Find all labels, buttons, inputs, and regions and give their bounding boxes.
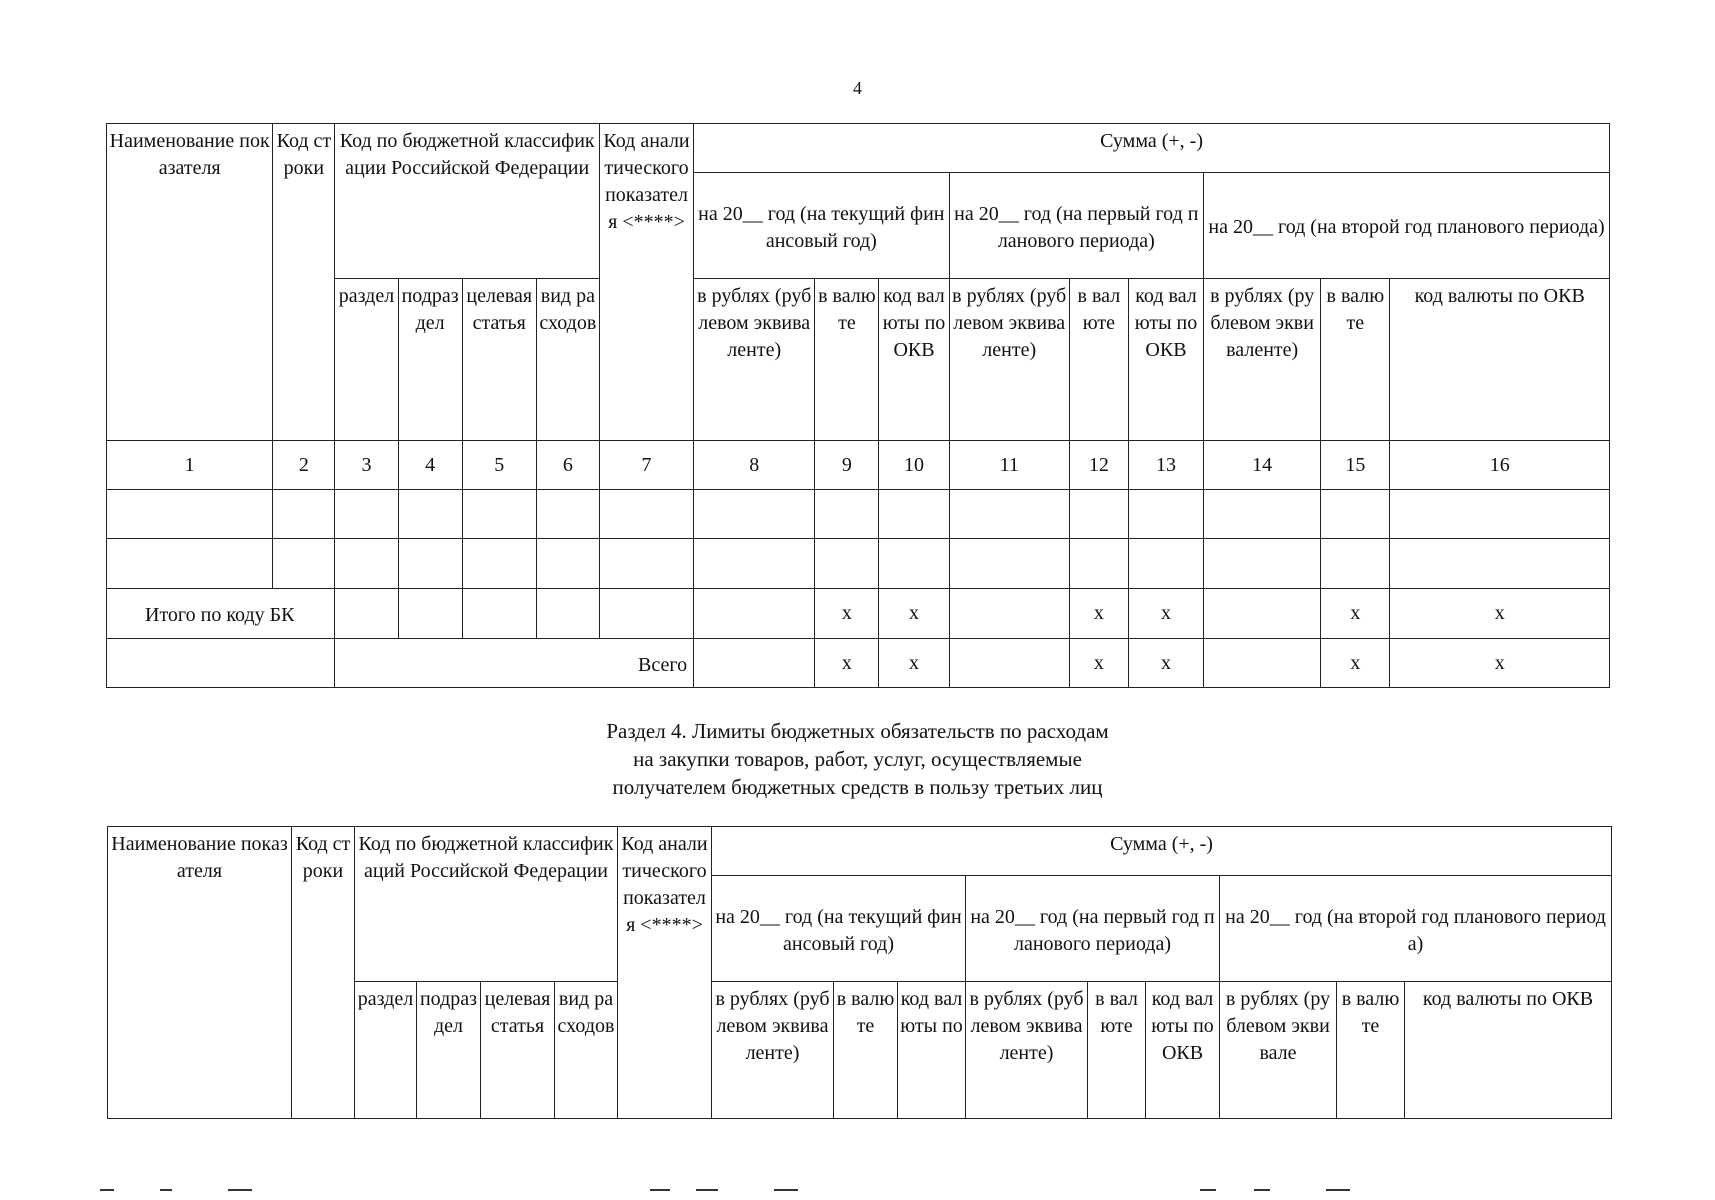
data-cell[interactable] [949, 539, 1069, 589]
header-currency-current: в валюте [834, 982, 898, 1119]
header-sum: Сумма (+, -) [712, 827, 1612, 876]
header-year-second: на 20__ год (на второй год планового периода) [1220, 876, 1612, 982]
data-cell[interactable] [107, 490, 273, 539]
data-cell[interactable] [599, 539, 693, 589]
cross-mark: x [879, 589, 949, 639]
header-bk-code: Код по бюджетной классификаций Российской Федерации [355, 827, 618, 982]
data-cell[interactable] [536, 589, 599, 639]
scan-artifact [228, 1189, 252, 1191]
data-cell[interactable] [335, 539, 398, 589]
header-currency-second: в валюте [1337, 982, 1405, 1119]
section4-title-line: на закупки товаров, работ, услуг, осуществляемые [633, 747, 1082, 771]
column-number: 14 [1204, 441, 1321, 490]
scan-artifact [160, 1189, 172, 1191]
scan-artifact [1326, 1189, 1350, 1191]
data-cell[interactable] [536, 539, 599, 589]
header-currency-code-current: код валюты по ОКВ [879, 279, 949, 441]
table-row [107, 539, 1610, 589]
cross-mark: x [815, 639, 879, 688]
data-cell[interactable] [1321, 539, 1390, 589]
grand-total-label: Всего [335, 639, 694, 688]
cross-mark: x [1069, 589, 1128, 639]
column-number: 15 [1321, 441, 1390, 490]
header-analytic-code: Код аналитического показателя <****> [618, 827, 712, 1119]
header-currency-first: в валюте [1088, 982, 1146, 1119]
column-number: 16 [1390, 441, 1610, 490]
data-cell[interactable] [879, 539, 949, 589]
cross-mark: x [1069, 639, 1128, 688]
data-cell[interactable] [398, 539, 462, 589]
header-razdel: раздел [355, 982, 417, 1119]
header-year-current: на 20__ год (на текущий финансовый год) [712, 876, 966, 982]
data-cell[interactable] [1321, 490, 1390, 539]
cross-mark: x [1321, 639, 1390, 688]
header-expense-type: вид расходов [555, 982, 618, 1119]
data-cell[interactable] [879, 490, 949, 539]
scan-artifact [1254, 1189, 1270, 1191]
header-name: Наименование показателя [107, 124, 273, 441]
data-cell[interactable] [462, 490, 536, 539]
data-cell[interactable] [1390, 490, 1610, 539]
column-number-row [107, 441, 1610, 490]
cross-mark: x [1390, 639, 1610, 688]
scan-artifact [650, 1189, 670, 1191]
grand-total-row [107, 639, 1610, 688]
data-cell[interactable] [1390, 539, 1610, 589]
header-line-code: Код строки [273, 124, 335, 441]
header-expense-type: вид расходов [536, 279, 599, 441]
section4-title-line: получателем бюджетных средств в пользу третьих лиц [612, 775, 1103, 799]
cross-mark: x [1321, 589, 1390, 639]
header-razdel: раздел [335, 279, 398, 441]
column-number: 3 [335, 441, 398, 490]
table-row [107, 490, 1610, 539]
column-number: 8 [694, 441, 815, 490]
data-cell[interactable] [1069, 490, 1128, 539]
data-cell[interactable] [107, 539, 273, 589]
header-currency-current: в валюте [815, 279, 879, 441]
data-cell[interactable] [335, 490, 398, 539]
data-cell[interactable] [1128, 539, 1203, 589]
total-by-bk-label: Итого по коду БК [107, 589, 335, 639]
header-rub-current: в рублях (рублевом эквиваленте) [712, 982, 834, 1119]
column-number: 10 [879, 441, 949, 490]
header-year-first: на 20__ год (на первый год планового периода) [949, 173, 1203, 279]
data-cell[interactable] [1069, 539, 1128, 589]
section4-table [107, 826, 1612, 1119]
data-cell[interactable] [335, 589, 398, 639]
column-number: 6 [536, 441, 599, 490]
data-cell[interactable] [1204, 639, 1321, 688]
header-year-current: на 20__ год (на текущий финансовый год) [694, 173, 949, 279]
cross-mark: x [879, 639, 949, 688]
section4-title-line: Раздел 4. Лимиты бюджетных обязательств по расходам [606, 719, 1109, 743]
data-cell[interactable] [107, 639, 335, 688]
total-by-bk-row [107, 589, 1610, 639]
header-currency-code-first: код валюты по ОКВ [1146, 982, 1220, 1119]
data-cell[interactable] [536, 490, 599, 539]
cross-mark: x [1128, 589, 1203, 639]
data-cell[interactable] [949, 639, 1069, 688]
data-cell[interactable] [1204, 539, 1321, 589]
header-line-code: Код строки [292, 827, 355, 1119]
data-cell[interactable] [694, 539, 815, 589]
header-analytic-code: Код аналитического показателя <****> [599, 124, 693, 441]
column-number: 5 [462, 441, 536, 490]
data-cell[interactable] [398, 490, 462, 539]
data-cell[interactable] [694, 589, 815, 639]
scan-artifact [100, 1189, 114, 1191]
header-sum: Сумма (+, -) [694, 124, 1610, 173]
data-cell[interactable] [1204, 490, 1321, 539]
data-cell[interactable] [815, 490, 879, 539]
column-number: 13 [1128, 441, 1203, 490]
data-cell[interactable] [694, 490, 815, 539]
header-currency-first: в валюте [1069, 279, 1128, 441]
header-currency-code-second: код валюты по ОКВ [1405, 982, 1612, 1119]
column-number: 2 [273, 441, 335, 490]
column-number: 11 [949, 441, 1069, 490]
column-number: 1 [107, 441, 273, 490]
header-rub-current: в рублях (рублевом эквиваленте) [694, 279, 815, 441]
page-number: 4 [853, 78, 862, 98]
cross-mark: x [1128, 639, 1203, 688]
data-cell[interactable] [1204, 589, 1321, 639]
header-rub-second: в рублях (рублевом эквивале [1220, 982, 1337, 1119]
data-cell[interactable] [599, 490, 693, 539]
header-name: Наименование показателя [108, 827, 292, 1119]
scan-artifact [696, 1189, 718, 1191]
header-target-article: целевая статья [481, 982, 555, 1119]
scan-artifact [1200, 1189, 1216, 1191]
header-currency-code-first: код валюты по ОКВ [1128, 279, 1203, 441]
header-rub-first: в рублях (рублевом эквиваленте) [966, 982, 1088, 1119]
header-podrazdel: подраздел [398, 279, 462, 441]
header-currency-second: в валюте [1321, 279, 1390, 441]
data-cell[interactable] [949, 589, 1069, 639]
section4-title [0, 717, 1715, 801]
header-rub-first: в рублях (рублевом эквиваленте) [949, 279, 1069, 441]
header-bk-code: Код по бюджетной классификации Российской Федерации [335, 124, 599, 279]
data-cell[interactable] [694, 639, 815, 688]
cross-mark: x [1390, 589, 1610, 639]
data-cell[interactable] [599, 589, 693, 639]
data-cell[interactable] [462, 589, 536, 639]
data-cell[interactable] [398, 589, 462, 639]
cross-mark: x [815, 589, 879, 639]
section3-table [106, 123, 1610, 688]
header-year-first: на 20__ год (на первый год планового периода) [966, 876, 1220, 982]
header-currency-code-current: код валюты по [898, 982, 966, 1119]
data-cell[interactable] [1128, 490, 1203, 539]
header-rub-second: в рублях (рублевом эквиваленте) [1204, 279, 1321, 441]
scan-artifact [774, 1189, 798, 1191]
column-number: 12 [1069, 441, 1128, 490]
data-cell[interactable] [815, 539, 879, 589]
header-year-second: на 20__ год (на второй год планового периода) [1204, 173, 1610, 279]
header-podrazdel: подраздел [417, 982, 481, 1119]
data-cell[interactable] [462, 539, 536, 589]
data-cell[interactable] [273, 490, 335, 539]
data-cell[interactable] [949, 490, 1069, 539]
data-cell[interactable] [273, 539, 335, 589]
column-number: 9 [815, 441, 879, 490]
header-target-article: целевая статья [462, 279, 536, 441]
column-number: 7 [599, 441, 693, 490]
header-currency-code-second: код валюты по ОКВ [1390, 279, 1610, 441]
column-number: 4 [398, 441, 462, 490]
